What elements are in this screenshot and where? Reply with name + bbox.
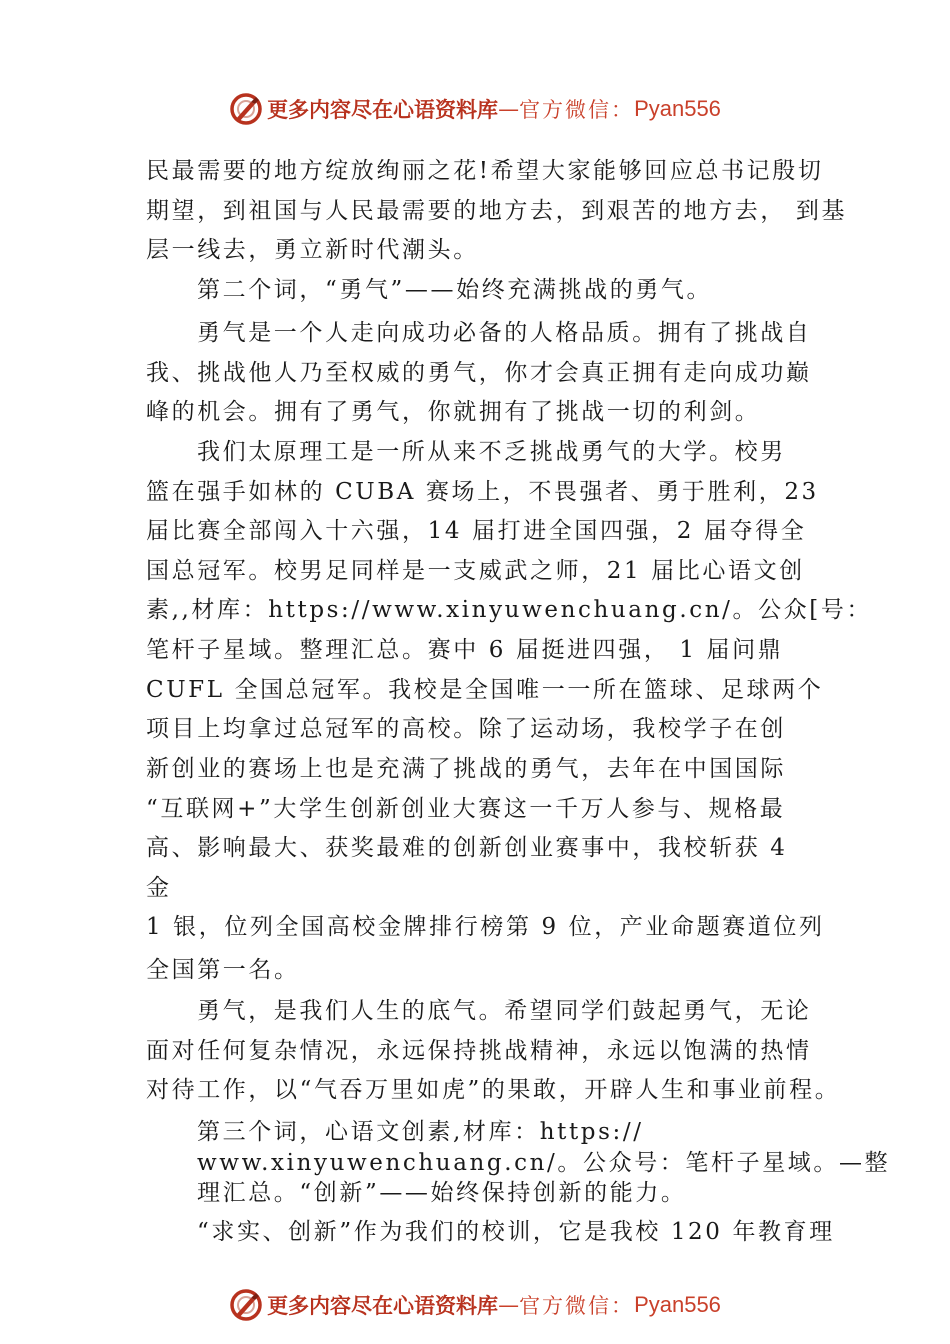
text-line: 笔杆子星域。整理汇总。赛中 6 届挺进四强， 1 届问鼎	[146, 637, 784, 663]
text-line: 我们太原理工是一所从来不乏挑战勇气的大学。校男	[197, 439, 786, 465]
banner-wechat-id: Pyan556	[634, 96, 721, 121]
text-line: 层一线去，勇立新时代潮头。	[146, 237, 479, 263]
text-line: 全国第一名。	[146, 957, 300, 983]
section-heading: 第二个词，“勇气”——始终充满挑战的勇气。	[197, 277, 713, 303]
section-heading: 理汇总。“创新”——始终保持创新的能力。	[197, 1180, 687, 1206]
section-heading: 第三个词，心语文创素,材库：https://	[197, 1119, 644, 1145]
text-line: 面对任何复杂情况，永远保持挑战精神，永远以饱满的热情	[146, 1038, 812, 1064]
text-line: 勇气，是我们人生的底气。希望同学们鼓起勇气，无论	[197, 998, 812, 1024]
text-line: “求实、创新”作为我们的校训，它是我校 120 年教育理	[197, 1219, 835, 1245]
text-line: 届比赛全部闯入十六强，14 届打进全国四强，2 届夺得全	[146, 518, 807, 544]
section-heading: www.xinyuwenchuang.cn/。公众号：笔杆子星域。—整	[197, 1150, 891, 1176]
banner-separator: —	[498, 1293, 520, 1317]
brand-logo-icon	[229, 1288, 263, 1322]
text-line: 新创业的赛场上也是充满了挑战的勇气，去年在中国国际	[146, 756, 786, 782]
footer-banner	[0, 1288, 950, 1322]
banner-wechat-id: Pyan556	[634, 1292, 721, 1317]
text-line: 国总冠军。校男足同样是一支威武之师，21 届比心语文创	[146, 558, 805, 584]
text-line: 勇气是一个人走向成功必备的人格品质。拥有了挑战自	[197, 320, 812, 346]
banner-brand-text: 更多内容尽在心语资料库	[267, 97, 499, 122]
banner-brand-text: 更多内容尽在心语资料库	[267, 1293, 499, 1318]
text-line: 高、影响最大、获奖最难的创新创业赛事中，我校斩获 4	[146, 835, 788, 861]
text-line: 篮在强手如林的 CUBA 赛场上，不畏强者、勇于胜利，23	[146, 479, 819, 505]
text-line: 峰的机会。拥有了勇气，你就拥有了挑战一切的利剑。	[146, 399, 761, 425]
banner-separator: —	[498, 97, 520, 121]
text-line: 民最需要的地方绽放绚丽之花!希望大家能够回应总书记殷切	[146, 158, 824, 184]
text-line: CUFL 全国总冠军。我校是全国唯一一所在篮球、足球两个	[146, 677, 824, 703]
text-line: “互联网+”大学生创新创业大赛这一千万人参与、规格最	[146, 796, 786, 822]
text-line: 金	[146, 875, 172, 901]
banner-wechat-label: 官方微信：	[519, 1294, 635, 1318]
text-line: 期望，到祖国与人民最需要的地方去，到艰苦的地方去， 到基	[146, 198, 848, 224]
text-line: 我、挑战他人乃至权威的勇气，你才会真正拥有走向成功巅	[146, 360, 812, 386]
header-banner	[0, 92, 950, 126]
text-line: 素,,材库：https://www.xinyuwenchuang.cn/。公众[号：	[146, 597, 873, 623]
text-line: 1 银，位列全国高校金牌排行榜第 9 位，产业命题赛道位列	[146, 914, 825, 940]
banner-wechat-label: 官方微信：	[519, 98, 635, 122]
brand-logo-icon	[229, 92, 263, 126]
text-line: 对待工作，以“气吞万里如虎”的果敢，开辟人生和事业前程。	[146, 1077, 841, 1103]
text-line: 项目上均拿过总冠军的高校。除了运动场，我校学子在创	[146, 716, 786, 742]
